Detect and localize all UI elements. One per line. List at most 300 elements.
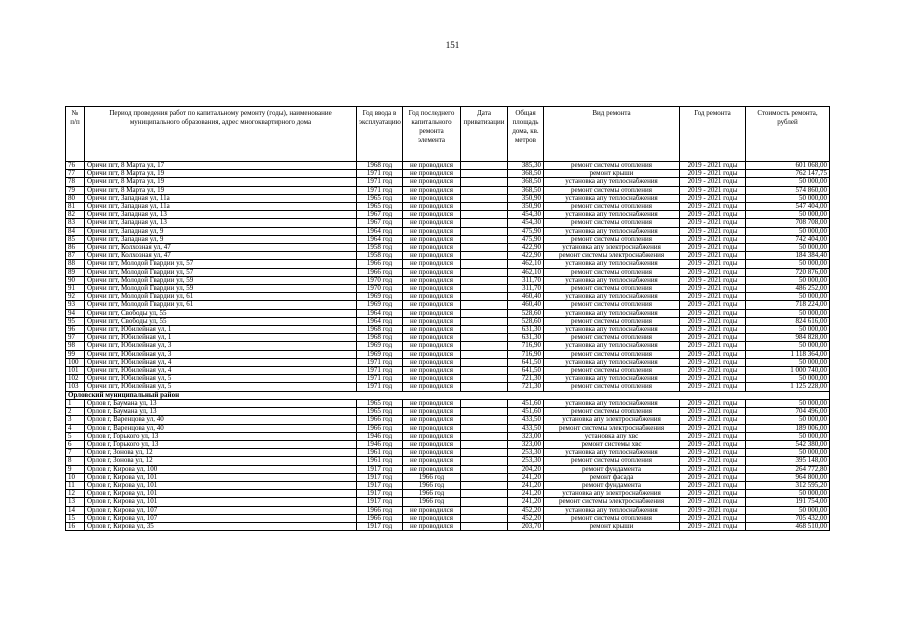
cell-num: 94 (66, 309, 85, 317)
cell-repair-type: установка апу электроснабжения (544, 490, 680, 498)
cell-last-repair-year: не проводился (403, 358, 461, 366)
cell-repair-type: ремонт системы отопления (544, 350, 680, 358)
cell-repair-years: 2019 - 2021 годы (680, 301, 746, 309)
cell-area: 641,50 (508, 367, 544, 375)
cell-address: Оричи пгт, Западная ул, 9 (85, 235, 357, 243)
cell-address: Орлов г, Горького ул, 13 (85, 432, 357, 440)
cell-commission-year: 1966 год (357, 506, 403, 514)
cell-last-repair-year: не проводился (403, 252, 461, 260)
cell-last-repair-year: 1966 год (403, 490, 461, 498)
cell-repair-type: ремонт системы электроснабжения (544, 424, 680, 432)
cell-privatization-date (461, 399, 508, 407)
table-row (66, 219, 830, 227)
cell-cost: 50 000,00 (746, 342, 830, 350)
cell-repair-years: 2019 - 2021 годы (680, 203, 746, 211)
cell-commission-year: 1966 год (357, 268, 403, 276)
cell-num: 96 (66, 326, 85, 334)
cell-commission-year: 1964 год (357, 317, 403, 325)
cell-num: 77 (66, 170, 85, 178)
cell-address: Оричи пгт, Юбилейная ул, 1 (85, 334, 357, 342)
table-row (66, 342, 830, 350)
cell-cost: 50 000,00 (746, 449, 830, 457)
cell-address: Оричи пгт, Колхозная ул, 47 (85, 252, 357, 260)
cell-address: Орлов г, Горького ул, 13 (85, 440, 357, 448)
cell-privatization-date (461, 440, 508, 448)
table-row (66, 293, 830, 301)
cell-privatization-date (461, 465, 508, 473)
cell-cost: 50 000,00 (746, 260, 830, 268)
cell-commission-year: 1961 год (357, 449, 403, 457)
cell-repair-type: ремонт системы отопления (544, 162, 680, 170)
cell-area: 203,70 (508, 522, 544, 530)
table-row (66, 178, 830, 186)
cell-commission-year: 1969 год (357, 350, 403, 358)
cell-repair-years: 2019 - 2021 годы (680, 358, 746, 366)
cell-commission-year: 1971 год (357, 186, 403, 194)
cell-cost: 708 708,00 (746, 219, 830, 227)
cell-privatization-date (461, 162, 508, 170)
cell-address: Оричи пгт, 8 Марта ул, 19 (85, 170, 357, 178)
cell-address: Оричи пгт, Юбилейная ул, 4 (85, 367, 357, 375)
cell-repair-years: 2019 - 2021 годы (680, 481, 746, 489)
cell-repair-years: 2019 - 2021 годы (680, 432, 746, 440)
cell-privatization-date (461, 276, 508, 284)
cell-repair-years: 2019 - 2021 годы (680, 309, 746, 317)
cell-area: 460,40 (508, 301, 544, 309)
cell-last-repair-year: не проводился (403, 522, 461, 530)
cell-address: Орлов г, Кирова ул, 101 (85, 498, 357, 506)
cell-cost: 50 000,00 (746, 293, 830, 301)
cell-address: Оричи пгт, 8 Марта ул, 19 (85, 186, 357, 194)
cell-last-repair-year: не проводился (403, 350, 461, 358)
cell-repair-years: 2019 - 2021 годы (680, 219, 746, 227)
cell-cost: 191 754,00 (746, 498, 830, 506)
cell-address: Орлов г, Зонова ул, 12 (85, 457, 357, 465)
cell-address: Орлов г, Баумана ул, 13 (85, 408, 357, 416)
cell-cost: 486 252,00 (746, 285, 830, 293)
cell-address: Орлов г, Кирова ул, 107 (85, 506, 357, 514)
cell-cost: 542 380,00 (746, 440, 830, 448)
table-row (66, 260, 830, 268)
cell-repair-years: 2019 - 2021 годы (680, 260, 746, 268)
cell-address: Оричи пгт, Западная ул, 11а (85, 203, 357, 211)
table-row (66, 334, 830, 342)
cell-last-repair-year: не проводился (403, 235, 461, 243)
cell-num: 4 (66, 424, 85, 432)
cell-last-repair-year: не проводился (403, 268, 461, 276)
cell-address: Оричи пгт, Молодой Гвардии ул, 59 (85, 285, 357, 293)
cell-area: 462,10 (508, 268, 544, 276)
cell-commission-year: 1958 год (357, 252, 403, 260)
cell-num: 101 (66, 367, 85, 375)
cell-repair-years: 2019 - 2021 годы (680, 408, 746, 416)
cell-area: 368,50 (508, 178, 544, 186)
cell-cost: 50 000,00 (746, 178, 830, 186)
table-row (66, 268, 830, 276)
cell-address: Оричи пгт, Молодой Гвардии ул, 57 (85, 260, 357, 268)
cell-num: 87 (66, 252, 85, 260)
cell-last-repair-year: не проводился (403, 301, 461, 309)
cell-repair-years: 2019 - 2021 годы (680, 449, 746, 457)
table-row (66, 457, 830, 465)
cell-repair-type: ремонт системы отопления (544, 268, 680, 276)
cell-repair-years: 2019 - 2021 годы (680, 293, 746, 301)
table-row (66, 424, 830, 432)
cell-last-repair-year: не проводился (403, 293, 461, 301)
cell-repair-years: 2019 - 2021 годы (680, 326, 746, 334)
header-last-repair-year: Год последнего капитального ремонта элемента (403, 107, 461, 162)
cell-commission-year: 1965 год (357, 203, 403, 211)
cell-area: 253,30 (508, 457, 544, 465)
cell-area: 641,50 (508, 358, 544, 366)
cell-commission-year: 1971 год (357, 383, 403, 391)
cell-area: 253,30 (508, 449, 544, 457)
cell-cost: 50 000,00 (746, 399, 830, 407)
cell-repair-type: установка апу теплоснабжения (544, 342, 680, 350)
table-row (66, 408, 830, 416)
cell-repair-years: 2019 - 2021 годы (680, 522, 746, 530)
cell-area: 368,50 (508, 170, 544, 178)
cell-cost: 742 404,00 (746, 235, 830, 243)
section-title: Орловский муниципальный район (66, 391, 830, 399)
cell-address: Оричи пгт, Молодой Гвардии ул, 61 (85, 293, 357, 301)
section-orlovsky (66, 391, 830, 399)
table-header-row (66, 107, 830, 162)
header-num: № п/п (66, 107, 85, 162)
cell-area: 454,30 (508, 219, 544, 227)
cell-num: 97 (66, 334, 85, 342)
cell-repair-years: 2019 - 2021 годы (680, 268, 746, 276)
cell-privatization-date (461, 252, 508, 260)
cell-last-repair-year: не проводился (403, 457, 461, 465)
cell-commission-year: 1917 год (357, 473, 403, 481)
cell-cost: 50 000,00 (746, 194, 830, 202)
cell-repair-type: установка апу хвс (544, 432, 680, 440)
cell-commission-year: 1969 год (357, 301, 403, 309)
cell-last-repair-year: не проводился (403, 285, 461, 293)
table-row (66, 358, 830, 366)
cell-last-repair-year: не проводился (403, 465, 461, 473)
cell-repair-type: ремонт системы отопления (544, 334, 680, 342)
table-row (66, 522, 830, 530)
cell-repair-type: установка апу теплоснабжения (544, 399, 680, 407)
cell-address: Оричи пгт, Западная ул, 13 (85, 211, 357, 219)
cell-num: 11 (66, 481, 85, 489)
cell-repair-years: 2019 - 2021 годы (680, 375, 746, 383)
cell-num: 7 (66, 449, 85, 457)
table-row (66, 449, 830, 457)
cell-commission-year: 1917 год (357, 481, 403, 489)
cell-address: Орлов г, Варенцова ул, 40 (85, 416, 357, 424)
cell-repair-type: установка апу теплоснабжения (544, 178, 680, 186)
cell-area: 241,20 (508, 490, 544, 498)
cell-repair-years: 2019 - 2021 годы (680, 235, 746, 243)
cell-cost: 720 876,00 (746, 268, 830, 276)
cell-commission-year: 1966 год (357, 260, 403, 268)
table-row (66, 203, 830, 211)
cell-repair-type: ремонт системы хвс (544, 440, 680, 448)
cell-commission-year: 1917 год (357, 498, 403, 506)
cell-repair-years: 2019 - 2021 годы (680, 457, 746, 465)
cell-commission-year: 1971 год (357, 375, 403, 383)
cell-last-repair-year: не проводился (403, 227, 461, 235)
cell-cost: 718 224,00 (746, 301, 830, 309)
cell-commission-year: 1970 год (357, 276, 403, 284)
cell-privatization-date (461, 260, 508, 268)
cell-num: 89 (66, 268, 85, 276)
cell-last-repair-year: 1966 год (403, 473, 461, 481)
cell-num: 88 (66, 260, 85, 268)
cell-area: 241,20 (508, 498, 544, 506)
cell-num: 95 (66, 317, 85, 325)
cell-last-repair-year: не проводился (403, 375, 461, 383)
cell-repair-years: 2019 - 2021 годы (680, 276, 746, 284)
cell-num: 83 (66, 219, 85, 227)
cell-last-repair-year: не проводился (403, 506, 461, 514)
cell-area: 631,30 (508, 334, 544, 342)
cell-commission-year: 1958 год (357, 244, 403, 252)
cell-privatization-date (461, 293, 508, 301)
cell-repair-type: ремонт системы отопления (544, 408, 680, 416)
cell-num: 9 (66, 465, 85, 473)
cell-last-repair-year: не проводился (403, 334, 461, 342)
cell-address: Оричи пгт, Юбилейная ул, 5 (85, 375, 357, 383)
cell-commission-year: 1971 год (357, 178, 403, 186)
cell-cost: 189 006,00 (746, 424, 830, 432)
cell-privatization-date (461, 235, 508, 243)
cell-area: 350,90 (508, 203, 544, 211)
cell-privatization-date (461, 285, 508, 293)
cell-repair-years: 2019 - 2021 годы (680, 334, 746, 342)
cell-repair-type: ремонт системы отопления (544, 285, 680, 293)
cell-area: 204,20 (508, 465, 544, 473)
cell-privatization-date (461, 170, 508, 178)
cell-area: 241,20 (508, 473, 544, 481)
cell-privatization-date (461, 326, 508, 334)
cell-commission-year: 1917 год (357, 522, 403, 530)
cell-cost: 264 772,80 (746, 465, 830, 473)
cell-area: 368,50 (508, 186, 544, 194)
cell-last-repair-year: не проводился (403, 211, 461, 219)
cell-area: 452,20 (508, 514, 544, 522)
cell-repair-years: 2019 - 2021 годы (680, 383, 746, 391)
cell-num: 16 (66, 522, 85, 530)
header-cost: Стоимость ремонта, рублей (746, 107, 830, 162)
cell-last-repair-year: не проводился (403, 194, 461, 202)
cell-area: 451,60 (508, 399, 544, 407)
cell-privatization-date (461, 317, 508, 325)
table-row (66, 490, 830, 498)
cell-area: 721,30 (508, 383, 544, 391)
cell-cost: 312 595,20 (746, 481, 830, 489)
cell-repair-years: 2019 - 2021 годы (680, 473, 746, 481)
table-row (66, 350, 830, 358)
cell-address: Оричи пгт, Свободы ул, 55 (85, 309, 357, 317)
cell-num: 12 (66, 490, 85, 498)
table-row (66, 514, 830, 522)
cell-commission-year: 1965 год (357, 408, 403, 416)
cell-repair-type: установка апу теплоснабжения (544, 326, 680, 334)
cell-last-repair-year: не проводился (403, 317, 461, 325)
cell-repair-years: 2019 - 2021 годы (680, 285, 746, 293)
cell-area: 323,00 (508, 440, 544, 448)
cell-cost: 574 860,00 (746, 186, 830, 194)
cell-privatization-date (461, 203, 508, 211)
cell-repair-years: 2019 - 2021 годы (680, 227, 746, 235)
cell-address: Оричи пгт, Юбилейная ул, 1 (85, 326, 357, 334)
cell-num: 13 (66, 498, 85, 506)
table-row (66, 186, 830, 194)
cell-cost: 50 000,00 (746, 244, 830, 252)
table-body-orichi (66, 162, 830, 392)
cell-privatization-date (461, 490, 508, 498)
cell-repair-years: 2019 - 2021 годы (680, 162, 746, 170)
cell-area: 311,70 (508, 285, 544, 293)
header-repair-type: Вид ремонта (544, 107, 680, 162)
cell-area: 433,50 (508, 424, 544, 432)
cell-area: 452,20 (508, 506, 544, 514)
cell-cost: 1 125 228,00 (746, 383, 830, 391)
cell-num: 98 (66, 342, 85, 350)
cell-privatization-date (461, 211, 508, 219)
cell-repair-years: 2019 - 2021 годы (680, 194, 746, 202)
cell-privatization-date (461, 473, 508, 481)
cell-privatization-date (461, 301, 508, 309)
cell-repair-type: ремонт системы отопления (544, 383, 680, 391)
cell-address: Оричи пгт, 8 Марта ул, 19 (85, 178, 357, 186)
cell-address: Оричи пгт, Юбилейная ул, 3 (85, 342, 357, 350)
table-row (66, 326, 830, 334)
cell-address: Оричи пгт, Молодой Гвардии ул, 59 (85, 276, 357, 284)
cell-privatization-date (461, 383, 508, 391)
cell-area: 241,20 (508, 481, 544, 489)
cell-num: 100 (66, 358, 85, 366)
cell-address: Оричи пгт, Юбилейная ул, 4 (85, 358, 357, 366)
cell-repair-type: ремонт крыши (544, 522, 680, 530)
cell-cost: 964 800,00 (746, 473, 830, 481)
cell-num: 90 (66, 276, 85, 284)
cell-repair-years: 2019 - 2021 годы (680, 416, 746, 424)
table-row (66, 367, 830, 375)
table-row (66, 285, 830, 293)
cell-num: 93 (66, 301, 85, 309)
table-row (66, 498, 830, 506)
cell-cost: 601 068,00 (746, 162, 830, 170)
cell-repair-years: 2019 - 2021 годы (680, 252, 746, 260)
cell-cost: 50 000,00 (746, 490, 830, 498)
table-row (66, 432, 830, 440)
table-row (66, 162, 830, 170)
cell-repair-years: 2019 - 2021 годы (680, 514, 746, 522)
cell-last-repair-year: не проводился (403, 432, 461, 440)
cell-last-repair-year: не проводился (403, 440, 461, 448)
cell-privatization-date (461, 514, 508, 522)
cell-repair-type: ремонт системы отопления (544, 367, 680, 375)
cell-cost: 395 148,00 (746, 457, 830, 465)
cell-privatization-date (461, 194, 508, 202)
cell-repair-years: 2019 - 2021 годы (680, 490, 746, 498)
cell-repair-type: установка апу теплоснабжения (544, 293, 680, 301)
cell-commission-year: 1966 год (357, 424, 403, 432)
table-row (66, 244, 830, 252)
cell-address: Орлов г, Кирова ул, 101 (85, 490, 357, 498)
cell-commission-year: 1969 год (357, 293, 403, 301)
cell-cost: 1 118 364,00 (746, 350, 830, 358)
cell-commission-year: 1967 год (357, 211, 403, 219)
cell-num: 81 (66, 203, 85, 211)
cell-repair-type: ремонт системы отопления (544, 219, 680, 227)
cell-address: Оричи пгт, Молодой Гвардии ул, 61 (85, 301, 357, 309)
cell-last-repair-year: не проводился (403, 416, 461, 424)
cell-repair-type: ремонт фундамента (544, 481, 680, 489)
cell-num: 10 (66, 473, 85, 481)
cell-last-repair-year: не проводился (403, 186, 461, 194)
cell-last-repair-year: не проводился (403, 178, 461, 186)
page-number: 151 (445, 40, 460, 50)
cell-privatization-date (461, 506, 508, 514)
cell-privatization-date (461, 522, 508, 530)
table-row (66, 506, 830, 514)
cell-privatization-date (461, 424, 508, 432)
cell-area: 631,30 (508, 326, 544, 334)
cell-repair-type: установка апу теплоснабжения (544, 506, 680, 514)
cell-commission-year: 1964 год (357, 235, 403, 243)
cell-area: 716,90 (508, 342, 544, 350)
table-row (66, 170, 830, 178)
cell-cost: 50 000,00 (746, 358, 830, 366)
cell-repair-years: 2019 - 2021 годы (680, 186, 746, 194)
cell-privatization-date (461, 449, 508, 457)
table-body-orlov (66, 399, 830, 530)
cell-privatization-date (461, 334, 508, 342)
cell-area: 350,90 (508, 194, 544, 202)
cell-num: 8 (66, 457, 85, 465)
cell-repair-type: установка апу теплоснабжения (544, 375, 680, 383)
cell-repair-years: 2019 - 2021 годы (680, 367, 746, 375)
cell-privatization-date (461, 432, 508, 440)
cell-repair-type: ремонт крыши (544, 170, 680, 178)
cell-repair-years: 2019 - 2021 годы (680, 342, 746, 350)
cell-last-repair-year: не проводился (403, 219, 461, 227)
cell-last-repair-year: не проводился (403, 326, 461, 334)
cell-repair-type: ремонт системы отопления (544, 203, 680, 211)
cell-area: 433,50 (508, 416, 544, 424)
cell-commission-year: 1966 год (357, 514, 403, 522)
cell-address: Оричи пгт, Колхозная ул, 47 (85, 244, 357, 252)
table-row (66, 399, 830, 407)
table-row (66, 235, 830, 243)
cell-repair-type: установка апу теплоснабжения (544, 211, 680, 219)
cell-privatization-date (461, 358, 508, 366)
cell-area: 422,90 (508, 244, 544, 252)
table-row (66, 252, 830, 260)
cell-address: Орлов г, Кирова ул, 100 (85, 465, 357, 473)
cell-privatization-date (461, 498, 508, 506)
cell-commission-year: 1970 год (357, 285, 403, 293)
cell-area: 716,90 (508, 350, 544, 358)
cell-privatization-date (461, 309, 508, 317)
cell-commission-year: 1917 год (357, 465, 403, 473)
cell-last-repair-year: не проводился (403, 203, 461, 211)
capital-repair-table (65, 106, 830, 531)
cell-repair-type: ремонт фундамента (544, 465, 680, 473)
cell-address: Оричи пгт, Западная ул, 11а (85, 194, 357, 202)
cell-area: 460,40 (508, 293, 544, 301)
cell-last-repair-year: не проводился (403, 260, 461, 268)
header-commission-year: Год ввода в эксплуатацию (357, 107, 403, 162)
cell-repair-type: установка апу теплоснабжения (544, 276, 680, 284)
table-row (66, 227, 830, 235)
